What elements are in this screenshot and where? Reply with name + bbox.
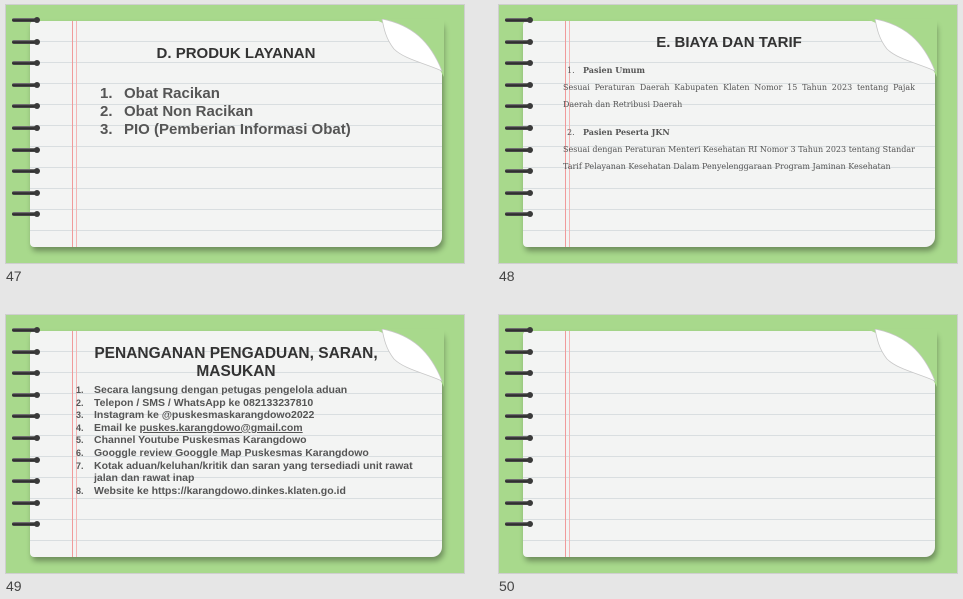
slide-canvas (499, 315, 957, 573)
binding-ring-icon (505, 327, 531, 333)
binding-ring-icon (505, 125, 531, 131)
binding-ring-icon (505, 392, 531, 398)
binding-ring-icon (505, 190, 531, 196)
section-body: Sesuai dengan Peraturan Menteri Kesehatan RI Nomor 3 Tahun 2023 tentang Standar Tarif Pelayanan Kesehatan Dalam Penyelenggaraan Program Jaminan Kesehatan (563, 145, 915, 171)
binding-ring-icon (505, 478, 531, 484)
slide-title: E. BIAYA DAN TARIF (656, 34, 802, 51)
email-link[interactable]: puskes.karangdowo@gmail.com (139, 421, 303, 434)
binding-ring-icon (12, 103, 38, 109)
page-curl-icon (867, 329, 937, 387)
slide-title: D. PRODUK LAYANAN (156, 45, 316, 62)
binding-ring-icon (505, 370, 531, 376)
binding-ring-icon (505, 103, 531, 109)
section-heading: 2. Pasien Peserta JKN (567, 127, 670, 137)
binding-ring-icon (12, 457, 38, 463)
list-item: 1. Secara langsung dengan petugas pengelola aduan (76, 384, 348, 396)
binding-ring-icon (505, 168, 531, 174)
notebook-paper (523, 331, 935, 557)
binding-ring-icon (505, 413, 531, 419)
tariff-content (563, 65, 915, 175)
binding-ring-icon (12, 168, 38, 174)
binding-ring-icon (505, 39, 531, 45)
complaint-channel-list (76, 384, 428, 497)
section-body: Sesuai Peraturan Daerah Kabupaten Klaten Nomor 15 Tahun 2023 tentang Pajak Daerah dan Retribusi Daerah (563, 83, 915, 109)
binding-ring-icon (12, 17, 38, 23)
binding-ring-icon (12, 39, 38, 45)
binding-ring-icon (505, 500, 531, 506)
slide-thumbnail-47[interactable] (6, 5, 464, 295)
binding-ring-icon (12, 349, 38, 355)
list-item: 5. Channel Youtube Puskesmas Karangdowo (76, 434, 307, 447)
binding-ring-icon (12, 211, 38, 217)
binding-ring-icon (12, 82, 38, 88)
page-curl-icon (374, 19, 444, 77)
spiral-binding (505, 17, 531, 227)
binding-ring-icon (12, 521, 38, 527)
binding-ring-icon (505, 211, 531, 217)
slide-number: 49 (6, 578, 22, 594)
binding-ring-icon (505, 349, 531, 355)
binding-ring-icon (12, 327, 38, 333)
slide-thumbnail-48[interactable] (499, 5, 957, 295)
binding-ring-icon (505, 60, 531, 66)
binding-ring-icon (12, 147, 38, 153)
binding-ring-icon (505, 17, 531, 23)
slide-canvas (6, 5, 464, 263)
list-item: 3. Instagram ke @puskesmaskarangdowo2022 (76, 409, 315, 422)
binding-ring-icon (12, 60, 38, 66)
binding-ring-icon (12, 500, 38, 506)
list-item: 6. Googgle review Googgle Map Puskesmas Karangdowo (76, 446, 369, 459)
binding-ring-icon (12, 190, 38, 196)
slide-number: 48 (499, 268, 515, 284)
binding-ring-icon (505, 435, 531, 441)
spiral-binding (12, 327, 38, 537)
list-item: 1. Obat Racikan (100, 85, 220, 102)
slide-canvas (499, 5, 957, 263)
binding-ring-icon (12, 370, 38, 376)
binding-ring-icon (505, 521, 531, 527)
list-item: 4. Email ke puskes.karangdowo@gmail.com (76, 421, 303, 434)
binding-ring-icon (505, 457, 531, 463)
slide-number: 50 (499, 578, 515, 594)
binding-ring-icon (12, 392, 38, 398)
section-heading: 1. Pasien Umum (567, 65, 645, 75)
spiral-binding (505, 327, 531, 537)
list-item: 8. Website ke https://karangdowo.dinkes.klaten.go.id (76, 484, 346, 497)
binding-ring-icon (12, 478, 38, 484)
product-list (100, 85, 351, 139)
list-item: 3. PIO (Pemberian Informasi Obat) (100, 121, 351, 138)
slide-number: 47 (6, 268, 22, 284)
list-item: 2. Telepon / SMS / WhatsApp ke 082133237810 (76, 396, 314, 409)
binding-ring-icon (505, 82, 531, 88)
list-item: 2. Obat Non Racikan (100, 103, 254, 120)
binding-ring-icon (12, 413, 38, 419)
binding-ring-icon (12, 435, 38, 441)
binding-ring-icon (12, 125, 38, 131)
binding-ring-icon (505, 147, 531, 153)
slide-title: PENANGANAN PENGADUAN, SARAN, MASUKAN (94, 345, 378, 380)
slide-thumbnail-50[interactable] (499, 315, 957, 599)
spiral-binding (12, 17, 38, 227)
list-item: 7. Kotak aduan/keluhan/kritik dan saran yang tersediadi unit rawat jalan dan rawat inap (76, 459, 413, 485)
